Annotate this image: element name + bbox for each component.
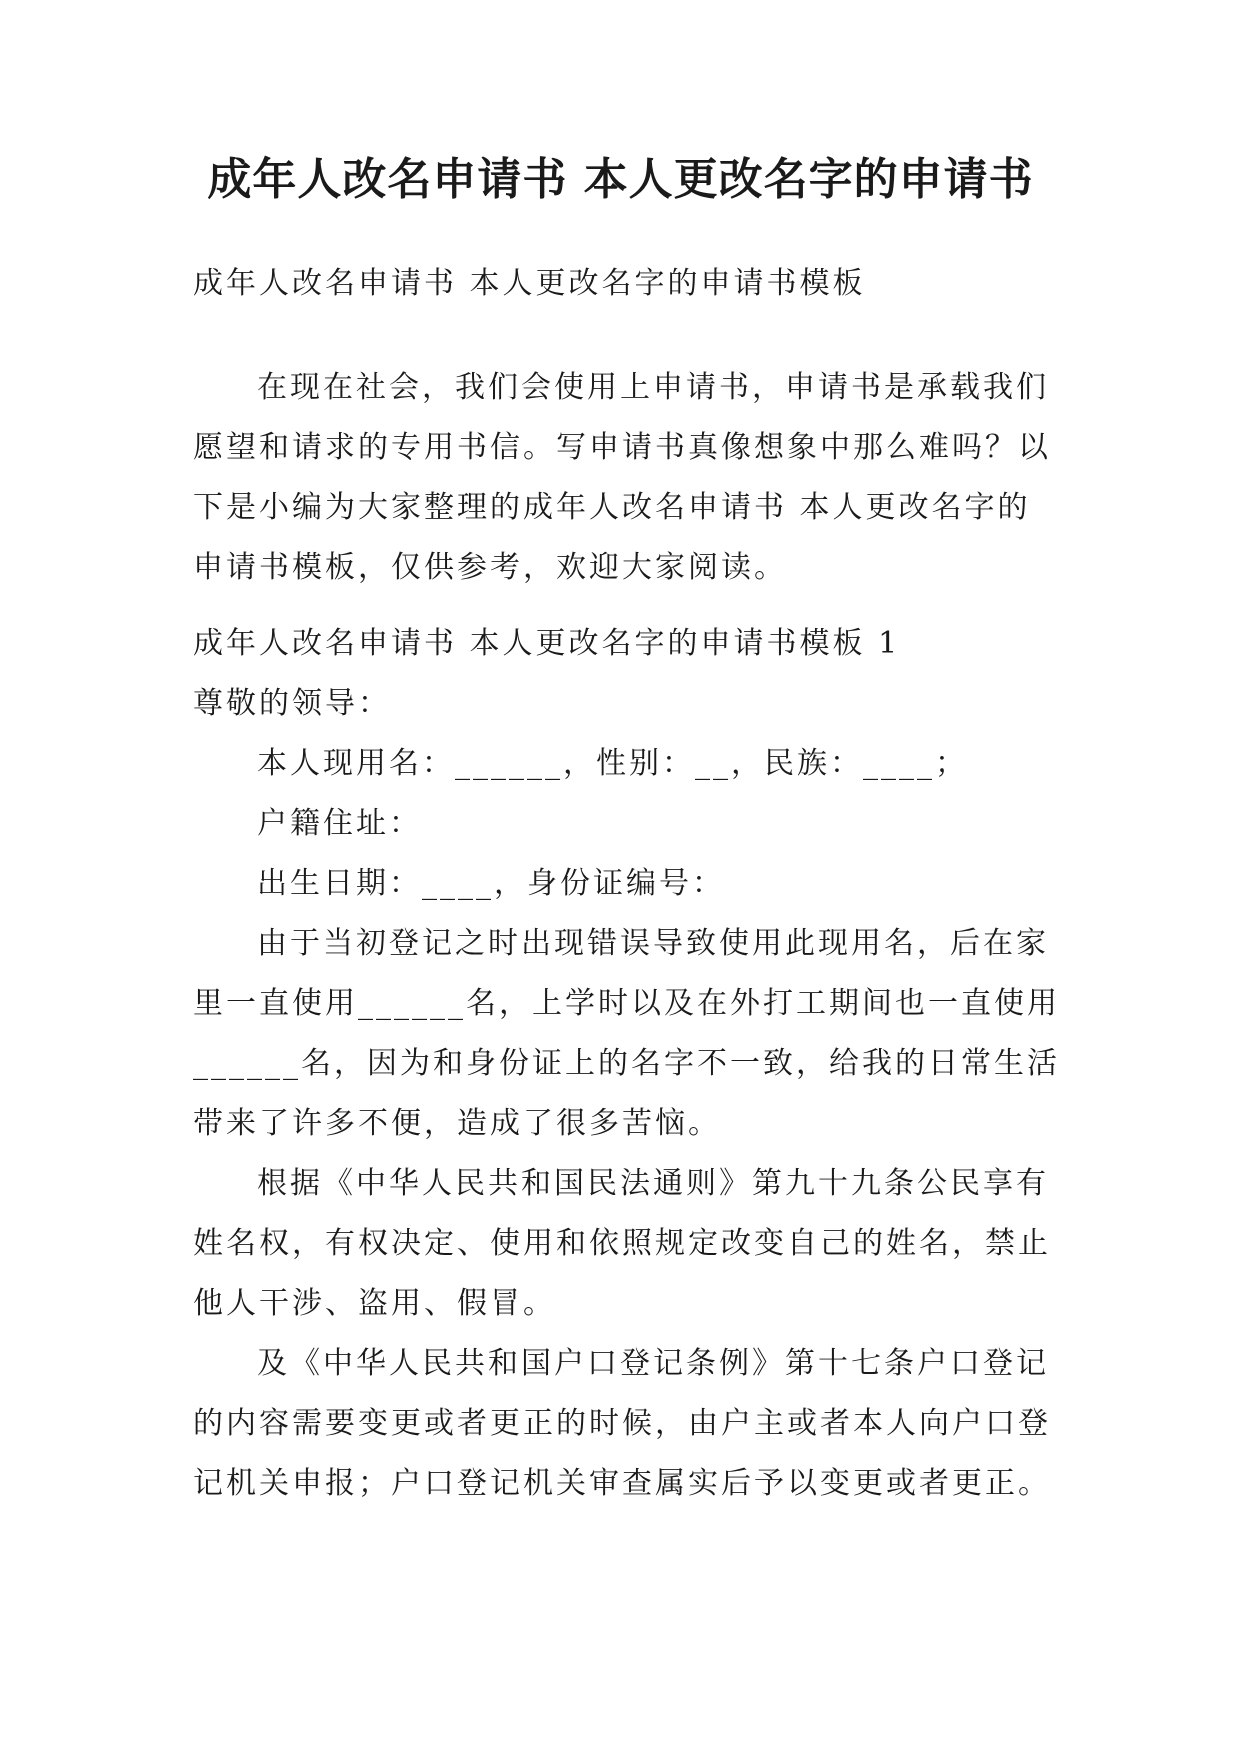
intro-paragraph — [193, 358, 1063, 598]
paragraph-reason-line: ______名，因为和身份证上的名字不一致，给我的日常生活 — [193, 1046, 1060, 1081]
paragraph-reason-line: 带来了许多不便，造成了很多苦恼。 — [193, 1106, 721, 1141]
paragraph-civil-law-line: 他人干涉、盗用、假冒。 — [193, 1286, 556, 1321]
paragraph-reason-line: 由于当初登记之时出现错误导致使用此现用名，后在家 — [257, 926, 1049, 961]
intro-line: 下是小编为大家整理的成年人改名申请书 本人更改名字的 — [193, 490, 1031, 525]
salutation: 尊敬的领导： — [193, 686, 391, 721]
paragraph-registration-line: 的内容需要变更或者更正的时候，由户主或者本人向户口登 — [193, 1406, 1051, 1441]
document-title: 成年人改名申请书 本人更改名字的申请书 — [207, 154, 1034, 205]
field-birth-id: 出生日期：____，身份证编号： — [257, 866, 725, 901]
field-current-name: 本人现用名：______，性别：__，民族：____； — [257, 746, 968, 781]
intro-line: 申请书模板，仅供参考，欢迎大家阅读。 — [193, 550, 787, 585]
paragraph-civil-law-line: 姓名权，有权决定、使用和依照规定改变自己的姓名，禁止 — [193, 1226, 1051, 1261]
subtitle — [193, 254, 1063, 314]
section-heading: 成年人改名申请书 本人更改名字的申请书模板 1 — [193, 626, 901, 661]
intro-line: 在现在社会，我们会使用上申请书，申请书是承载我们 — [257, 370, 1049, 405]
field-address: 户籍住址： — [257, 806, 422, 841]
paragraph-registration-line: 及《中华人民共和国户口登记条例》第十七条户口登记 — [257, 1346, 1049, 1381]
intro-line: 愿望和请求的专用书信。写申请书真像想象中那么难吗？以 — [193, 430, 1051, 465]
paragraph-civil-law-line: 根据《中华人民共和国民法通则》第九十九条公民享有 — [257, 1166, 1049, 1201]
paragraph-registration-line: 记机关申报；户口登记机关审查属实后予以变更或者更正。 — [193, 1466, 1051, 1501]
letter-body — [193, 614, 1063, 1514]
paragraph-reason-line: 里一直使用______名，上学时以及在外打工期间也一直使用 — [193, 986, 1060, 1021]
subtitle-line: 成年人改名申请书 本人更改名字的申请书模板 — [193, 266, 866, 301]
